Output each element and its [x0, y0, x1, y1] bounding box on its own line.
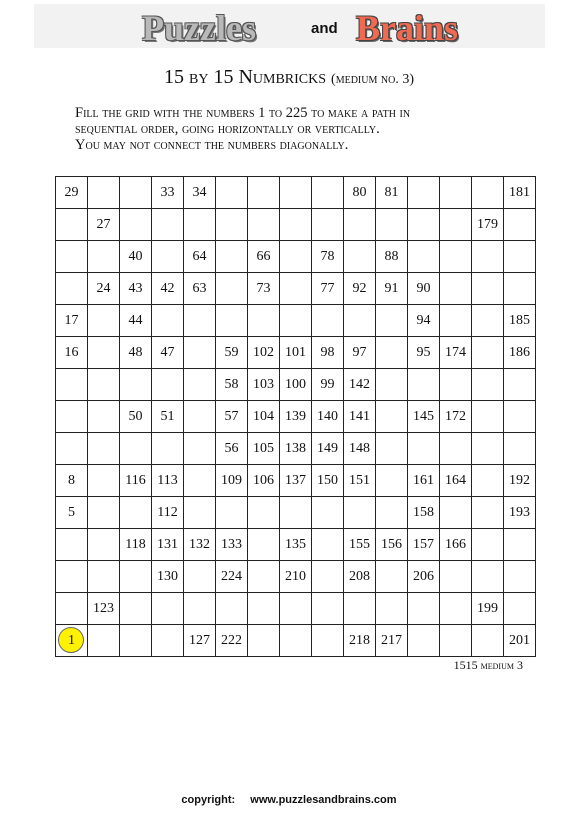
grid-cell[interactable] [248, 177, 280, 209]
grid-cell[interactable] [248, 529, 280, 561]
grid-cell[interactable]: 192 [504, 465, 536, 497]
grid-cell[interactable]: 109 [216, 465, 248, 497]
grid-cell[interactable] [216, 593, 248, 625]
grid-cell[interactable] [88, 433, 120, 465]
grid-cell[interactable] [472, 177, 504, 209]
grid-cell[interactable] [56, 433, 88, 465]
grid-cell[interactable] [152, 305, 184, 337]
grid-cell[interactable] [56, 593, 88, 625]
site-banner [34, 4, 545, 48]
logo-brains: Brains [356, 8, 459, 48]
grid-cell[interactable] [120, 177, 152, 209]
grid-cell[interactable]: 161 [408, 465, 440, 497]
grid-cell[interactable]: 33 [152, 177, 184, 209]
grid-cell[interactable] [376, 593, 408, 625]
grid-cell[interactable] [472, 241, 504, 273]
grid-cell[interactable]: 92 [344, 273, 376, 305]
grid-cell[interactable] [376, 209, 408, 241]
grid-cell[interactable]: 185 [504, 305, 536, 337]
grid-cell[interactable] [312, 177, 344, 209]
grid-cell[interactable]: 186 [504, 337, 536, 369]
grid-cell[interactable] [248, 497, 280, 529]
grid-row [56, 433, 536, 465]
grid-cell[interactable] [248, 305, 280, 337]
grid-cell[interactable] [280, 625, 312, 657]
grid-cell[interactable] [280, 497, 312, 529]
grid-cell[interactable] [184, 401, 216, 433]
grid-cell[interactable] [152, 369, 184, 401]
grid-row [56, 305, 536, 337]
grid-cell[interactable]: 95 [408, 337, 440, 369]
logo-and: and [311, 20, 338, 37]
grid-cell[interactable] [440, 305, 472, 337]
grid-cell[interactable]: 131 [152, 529, 184, 561]
grid-cell[interactable] [408, 369, 440, 401]
grid-cell[interactable]: 78 [312, 241, 344, 273]
grid-cell[interactable]: 224 [216, 561, 248, 593]
grid-cell[interactable] [56, 401, 88, 433]
grid-cell[interactable] [56, 209, 88, 241]
grid-cell[interactable] [376, 369, 408, 401]
grid-cell[interactable]: 101 [280, 337, 312, 369]
instruction-line: Fill the grid with the numbers 1 to 225 to make a path in [75, 105, 411, 121]
grid-cell[interactable] [504, 273, 536, 305]
grid-cell[interactable]: 133 [216, 529, 248, 561]
grid-cell[interactable]: 91 [376, 273, 408, 305]
grid-cell[interactable] [88, 625, 120, 657]
grid-cell[interactable]: 99 [312, 369, 344, 401]
grid-cell[interactable] [88, 465, 120, 497]
grid-cell[interactable]: 208 [344, 561, 376, 593]
grid-cell[interactable] [120, 497, 152, 529]
grid-cell[interactable]: 155 [344, 529, 376, 561]
grid-cell[interactable]: 90 [408, 273, 440, 305]
grid-cell[interactable]: 112 [152, 497, 184, 529]
grid-cell[interactable]: 29 [56, 177, 88, 209]
grid-cell[interactable] [152, 241, 184, 273]
grid-cell[interactable]: 97 [344, 337, 376, 369]
grid-cell[interactable] [472, 561, 504, 593]
grid-cell[interactable]: 123 [88, 593, 120, 625]
grid-cell[interactable] [216, 177, 248, 209]
grid-cell[interactable]: 105 [248, 433, 280, 465]
grid-cell[interactable]: 118 [120, 529, 152, 561]
grid-cell[interactable] [88, 497, 120, 529]
grid-cell[interactable] [88, 369, 120, 401]
grid-row [56, 529, 536, 561]
grid-cell[interactable] [184, 465, 216, 497]
grid-cell[interactable]: 172 [440, 401, 472, 433]
grid-row [56, 337, 536, 369]
grid-cell[interactable] [88, 561, 120, 593]
grid-cell[interactable] [152, 209, 184, 241]
grid-cell[interactable] [88, 241, 120, 273]
grid-cell[interactable]: 174 [440, 337, 472, 369]
grid-cell[interactable]: 57 [216, 401, 248, 433]
grid-cell[interactable] [152, 433, 184, 465]
grid-cell[interactable] [472, 465, 504, 497]
grid-cell[interactable] [408, 593, 440, 625]
grid-cell[interactable] [376, 433, 408, 465]
grid-cell[interactable]: 148 [344, 433, 376, 465]
puzzle-grid [55, 176, 536, 657]
grid-cell[interactable] [344, 593, 376, 625]
grid-row [56, 401, 536, 433]
grid-cell[interactable] [440, 497, 472, 529]
grid-cell[interactable] [344, 241, 376, 273]
grid-cell[interactable]: 206 [408, 561, 440, 593]
grid-cell[interactable] [56, 369, 88, 401]
grid-cell[interactable]: 103 [248, 369, 280, 401]
grid-cell[interactable]: 42 [152, 273, 184, 305]
grid-cell[interactable] [88, 529, 120, 561]
footer [0, 794, 578, 806]
page-title [0, 66, 578, 89]
grid-cell[interactable]: 24 [88, 273, 120, 305]
puzzle-code: 1515 medium 3 [453, 658, 523, 672]
grid-cell[interactable]: 98 [312, 337, 344, 369]
grid-cell[interactable] [56, 561, 88, 593]
grid-cell[interactable]: 58 [216, 369, 248, 401]
grid-cell[interactable]: 135 [280, 529, 312, 561]
grid-cell[interactable]: 100 [280, 369, 312, 401]
grid-cell[interactable]: 59 [216, 337, 248, 369]
grid-cell[interactable] [504, 561, 536, 593]
grid-cell[interactable] [184, 497, 216, 529]
grid-cell[interactable]: 193 [504, 497, 536, 529]
grid-cell[interactable] [344, 497, 376, 529]
grid-cell[interactable] [376, 337, 408, 369]
grid-cell[interactable]: 156 [376, 529, 408, 561]
site-url[interactable]: www.puzzlesandbrains.com [250, 794, 397, 806]
grid-cell[interactable] [216, 273, 248, 305]
grid-cell[interactable] [216, 241, 248, 273]
grid-cell[interactable] [120, 369, 152, 401]
grid-cell[interactable]: 139 [280, 401, 312, 433]
grid-cell[interactable]: 130 [152, 561, 184, 593]
grid-cell[interactable]: 5 [56, 497, 88, 529]
grid-cell[interactable]: 50 [120, 401, 152, 433]
grid-cell[interactable] [472, 305, 504, 337]
grid-cell[interactable] [56, 529, 88, 561]
grid-row [56, 465, 536, 497]
grid-cell[interactable] [152, 625, 184, 657]
logo-puzzles: Puzzles [142, 8, 256, 48]
grid-row [56, 593, 536, 625]
grid-cell[interactable]: 81 [376, 177, 408, 209]
grid-cell[interactable] [472, 433, 504, 465]
grid-cell[interactable]: 34 [184, 177, 216, 209]
grid-cell[interactable] [376, 401, 408, 433]
grid-cell[interactable]: 217 [376, 625, 408, 657]
grid-cell[interactable] [376, 305, 408, 337]
grid-cell[interactable] [408, 433, 440, 465]
grid-cell[interactable] [248, 593, 280, 625]
cell-value: 1 [68, 632, 75, 648]
grid-cell[interactable]: 113 [152, 465, 184, 497]
grid-cell[interactable] [504, 433, 536, 465]
grid-cell[interactable] [408, 177, 440, 209]
grid-cell[interactable]: 157 [408, 529, 440, 561]
grid-cell[interactable]: 63 [184, 273, 216, 305]
grid-cell[interactable] [440, 561, 472, 593]
grid-cell[interactable] [88, 401, 120, 433]
grid-cell[interactable]: 145 [408, 401, 440, 433]
grid-cell[interactable]: 181 [504, 177, 536, 209]
grid-cell[interactable]: 56 [216, 433, 248, 465]
grid-cell[interactable]: 140 [312, 401, 344, 433]
grid-cell[interactable]: 132 [184, 529, 216, 561]
grid-cell[interactable] [56, 273, 88, 305]
grid-cell[interactable] [248, 209, 280, 241]
grid-cell[interactable]: 127 [184, 625, 216, 657]
grid-cell[interactable] [408, 241, 440, 273]
grid-cell[interactable] [56, 241, 88, 273]
grid-cell[interactable]: 27 [88, 209, 120, 241]
grid-cell[interactable] [120, 561, 152, 593]
grid-cell[interactable] [152, 593, 184, 625]
grid-cell[interactable]: 17 [56, 305, 88, 337]
grid-cell[interactable] [280, 593, 312, 625]
grid-cell[interactable]: 73 [248, 273, 280, 305]
grid-cell[interactable]: 116 [120, 465, 152, 497]
grid-cell[interactable]: 40 [120, 241, 152, 273]
grid-cell[interactable]: 47 [152, 337, 184, 369]
grid-cell[interactable]: 16 [56, 337, 88, 369]
grid-cell[interactable] [184, 433, 216, 465]
copyright-label: copyright: [181, 794, 236, 806]
grid-cell[interactable] [440, 241, 472, 273]
grid-cell[interactable] [120, 209, 152, 241]
grid-cell[interactable] [440, 209, 472, 241]
grid-cell[interactable] [440, 593, 472, 625]
grid-cell[interactable]: 210 [280, 561, 312, 593]
grid-cell[interactable]: 77 [312, 273, 344, 305]
grid-cell[interactable] [312, 593, 344, 625]
grid-cell[interactable] [56, 625, 88, 657]
grid-row [56, 369, 536, 401]
grid-cell[interactable] [216, 305, 248, 337]
grid-cell[interactable] [280, 241, 312, 273]
grid-cell[interactable] [440, 177, 472, 209]
grid-cell[interactable]: 142 [344, 369, 376, 401]
grid-cell[interactable]: 106 [248, 465, 280, 497]
grid-cell[interactable]: 222 [216, 625, 248, 657]
grid-cell[interactable] [216, 497, 248, 529]
grid-cell[interactable] [504, 209, 536, 241]
grid-cell[interactable] [120, 593, 152, 625]
grid-cell[interactable] [216, 209, 248, 241]
grid-cell[interactable]: 94 [408, 305, 440, 337]
grid-cell[interactable]: 102 [248, 337, 280, 369]
grid-cell[interactable] [184, 561, 216, 593]
grid-row [56, 561, 536, 593]
grid-cell[interactable]: 151 [344, 465, 376, 497]
grid-cell[interactable]: 150 [312, 465, 344, 497]
grid-cell[interactable]: 80 [344, 177, 376, 209]
grid-cell[interactable] [472, 273, 504, 305]
grid-cell[interactable]: 201 [504, 625, 536, 657]
grid-cell[interactable] [408, 209, 440, 241]
grid-cell[interactable] [344, 305, 376, 337]
grid-cell[interactable] [472, 529, 504, 561]
grid-cell[interactable] [88, 305, 120, 337]
grid-cell[interactable] [280, 209, 312, 241]
grid-cell[interactable] [504, 593, 536, 625]
grid-cell[interactable] [184, 369, 216, 401]
grid-cell[interactable] [312, 625, 344, 657]
grid-cell[interactable]: 51 [152, 401, 184, 433]
grid-cell[interactable] [440, 433, 472, 465]
grid-cell[interactable]: 141 [344, 401, 376, 433]
title-main: 15 by 15 Numbricks [164, 66, 327, 88]
instruction-line: You may not connect the numbers diagonally. [75, 137, 349, 153]
grid-cell[interactable]: 88 [376, 241, 408, 273]
grid-cell[interactable] [184, 305, 216, 337]
grid-cell[interactable] [88, 177, 120, 209]
grid-cell[interactable] [440, 273, 472, 305]
grid-cell[interactable] [312, 561, 344, 593]
grid-cell[interactable] [440, 369, 472, 401]
grid-cell[interactable]: 158 [408, 497, 440, 529]
grid-cell[interactable]: 164 [440, 465, 472, 497]
grid-cell[interactable]: 104 [248, 401, 280, 433]
grid-cell[interactable] [120, 433, 152, 465]
grid-cell[interactable]: 8 [56, 465, 88, 497]
grid-cell[interactable]: 44 [120, 305, 152, 337]
grid-cell[interactable] [408, 625, 440, 657]
grid-cell[interactable] [280, 177, 312, 209]
grid-row [56, 497, 536, 529]
grid-cell[interactable] [376, 561, 408, 593]
grid-cell[interactable] [376, 465, 408, 497]
grid-cell[interactable] [472, 625, 504, 657]
grid-cell[interactable] [472, 401, 504, 433]
grid-cell[interactable]: 149 [312, 433, 344, 465]
grid-cell[interactable] [472, 337, 504, 369]
grid-cell[interactable]: 218 [344, 625, 376, 657]
grid-cell[interactable] [472, 369, 504, 401]
grid-row [56, 209, 536, 241]
grid-cell[interactable]: 48 [120, 337, 152, 369]
grid-cell[interactable]: 199 [472, 593, 504, 625]
grid-cell[interactable] [280, 305, 312, 337]
grid-cell[interactable] [184, 337, 216, 369]
grid-cell[interactable]: 166 [440, 529, 472, 561]
grid-cell[interactable] [312, 497, 344, 529]
grid-cell[interactable] [504, 529, 536, 561]
instructions [75, 105, 545, 153]
instruction-line: sequential order, going horizontally or vertically. [75, 121, 380, 137]
grid-row [56, 625, 536, 657]
grid-cell[interactable]: 138 [280, 433, 312, 465]
grid-cell[interactable] [312, 529, 344, 561]
grid-cell[interactable] [88, 337, 120, 369]
grid-row [56, 241, 536, 273]
grid-cell[interactable]: 64 [184, 241, 216, 273]
grid-cell[interactable] [504, 369, 536, 401]
grid-cell[interactable]: 66 [248, 241, 280, 273]
grid-cell[interactable]: 43 [120, 273, 152, 305]
grid-cell[interactable] [504, 401, 536, 433]
grid-cell[interactable] [280, 273, 312, 305]
grid-row [56, 273, 536, 305]
grid-cell[interactable] [312, 305, 344, 337]
grid-cell[interactable] [248, 625, 280, 657]
grid-cell[interactable] [184, 593, 216, 625]
grid-cell[interactable]: 179 [472, 209, 504, 241]
grid-cell[interactable] [376, 497, 408, 529]
grid-cell[interactable] [184, 209, 216, 241]
grid-cell[interactable] [440, 625, 472, 657]
grid-cell[interactable] [312, 209, 344, 241]
grid-cell[interactable] [248, 561, 280, 593]
grid-row [56, 177, 536, 209]
grid-cell[interactable] [472, 497, 504, 529]
grid-cell[interactable] [344, 209, 376, 241]
title-sub: (medium no. 3) [331, 72, 414, 87]
grid-cell[interactable] [120, 625, 152, 657]
grid-cell[interactable]: 137 [280, 465, 312, 497]
grid-cell[interactable] [504, 241, 536, 273]
